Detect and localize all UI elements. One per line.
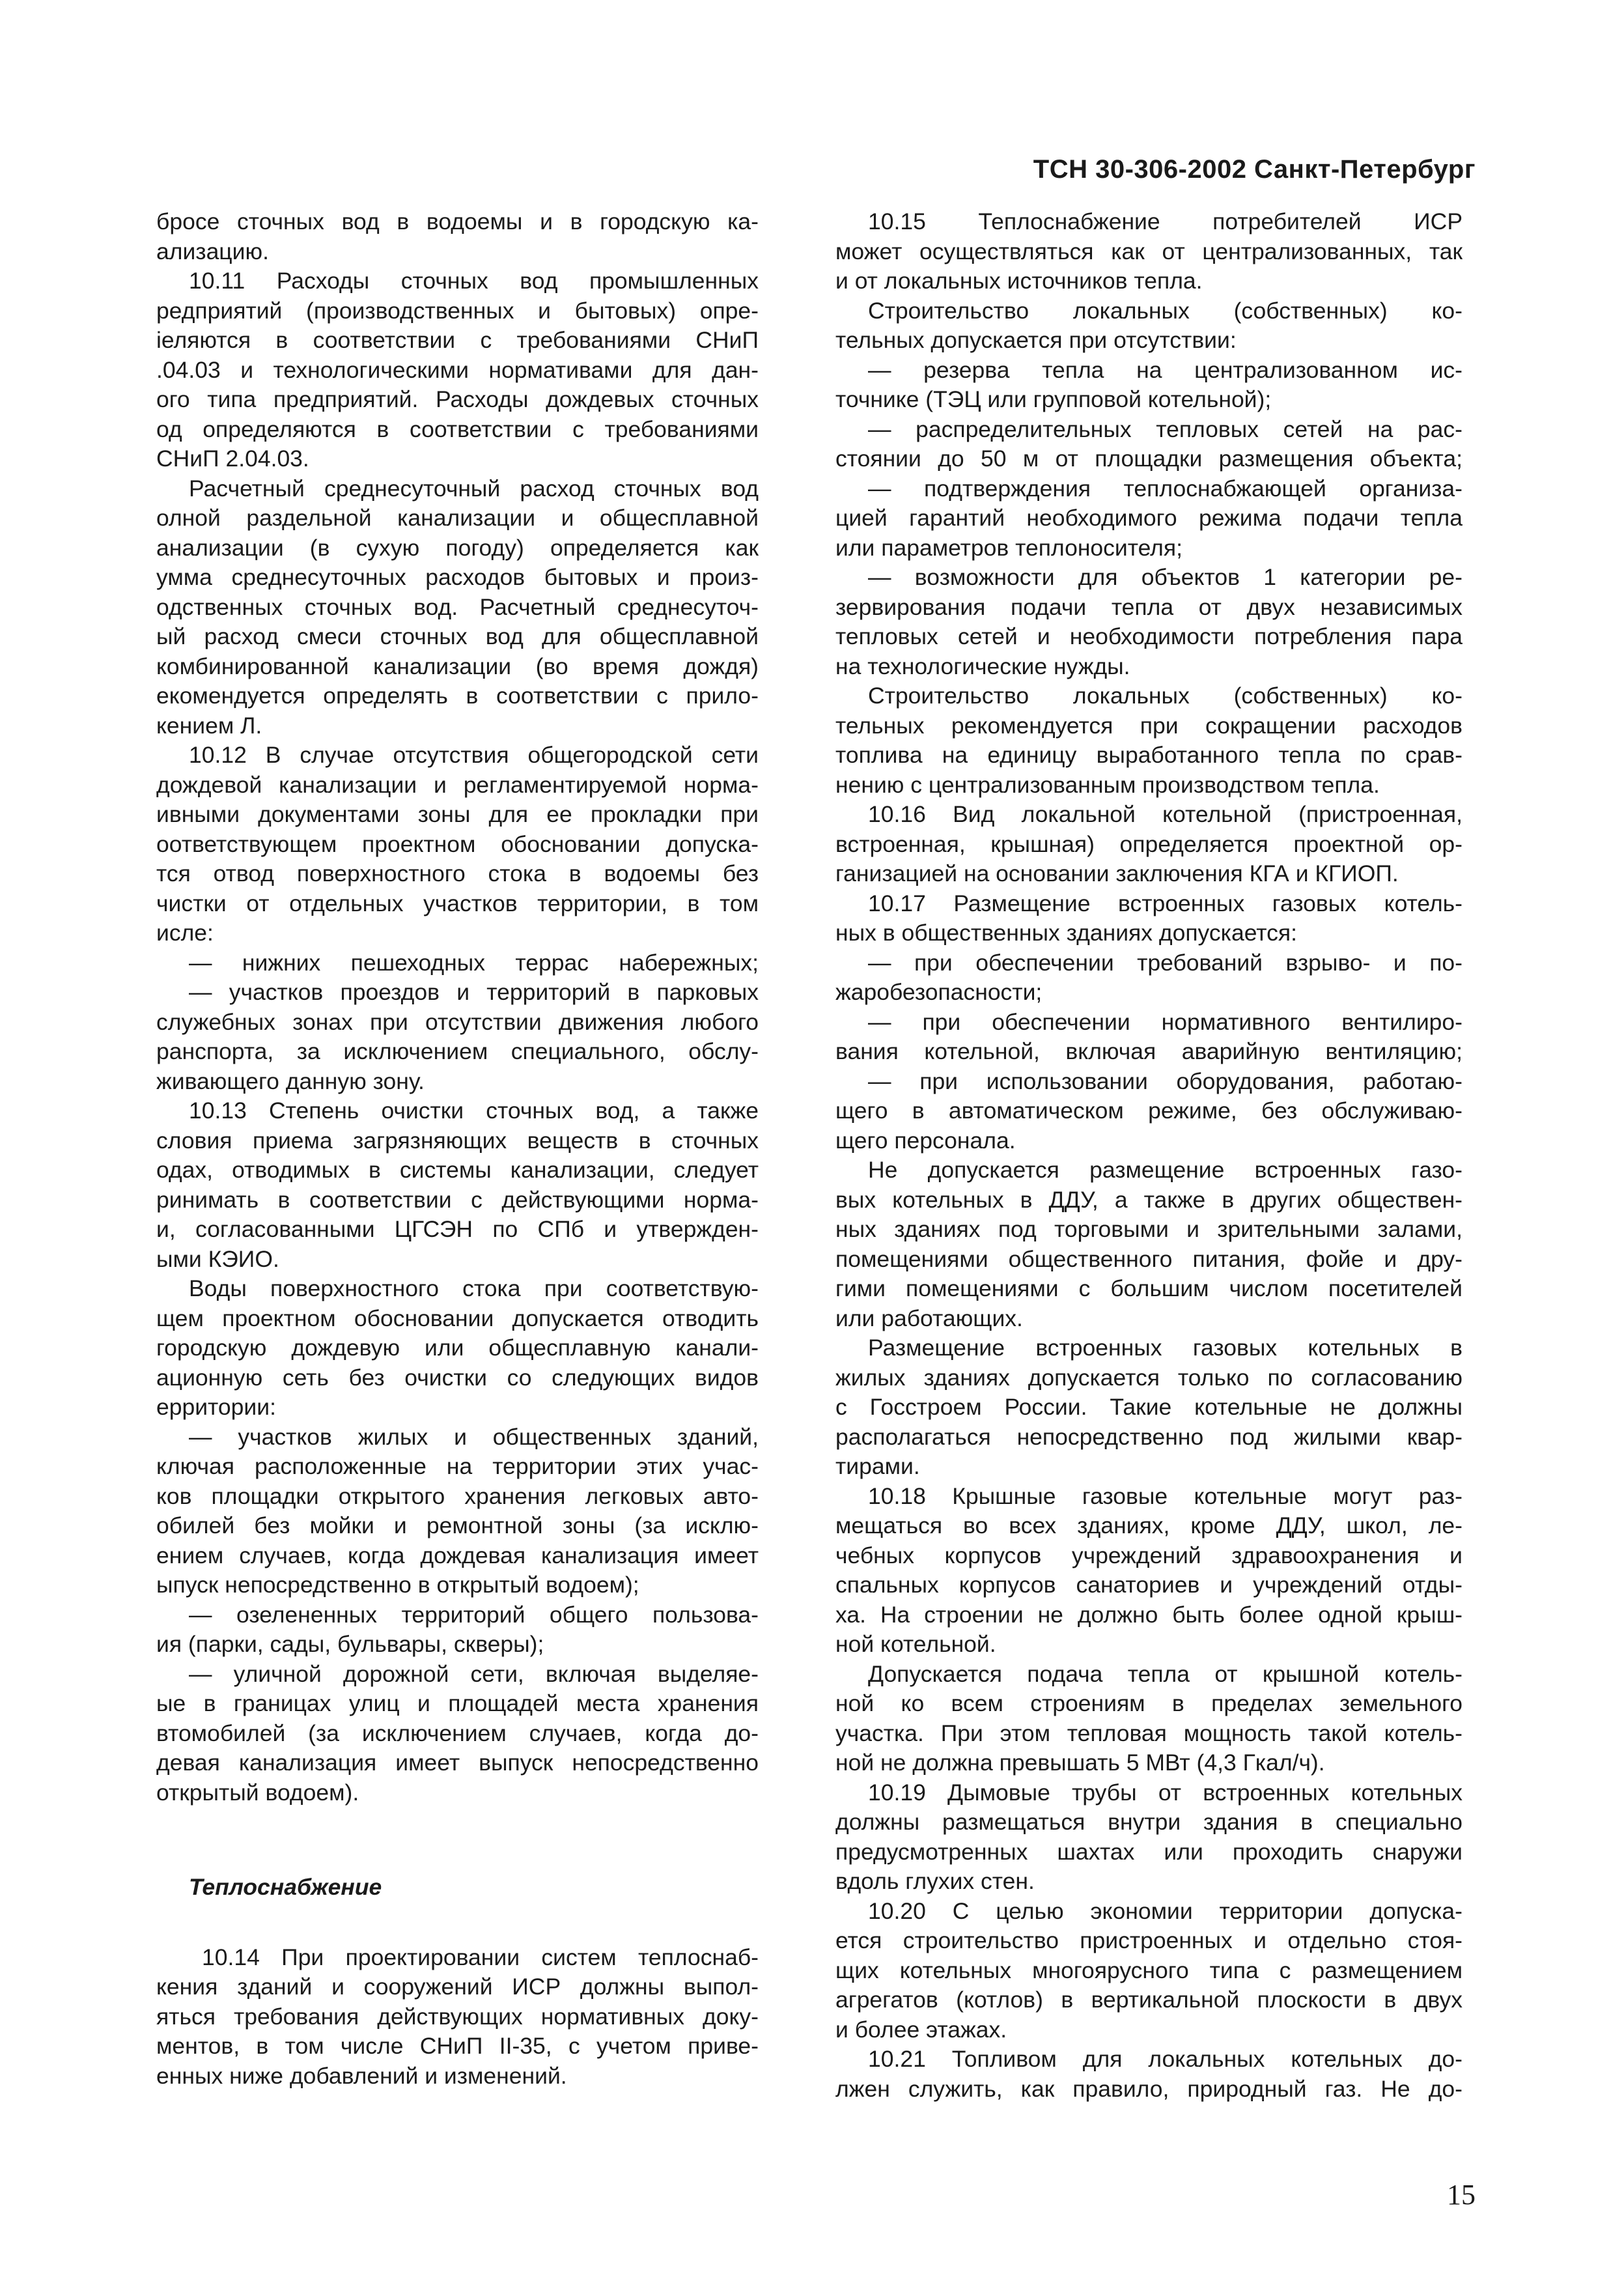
right-text-column: [835, 207, 1463, 2104]
text-line: ключая расположенные на территории этих учас-: [156, 1453, 759, 1479]
left-column-body: [156, 207, 759, 1807]
text-line: Допускается подача тепла от крышной котель-: [868, 1660, 1463, 1687]
text-line: чистки от отдельных участков территории, в том: [156, 890, 759, 916]
text-line: тепловых сетей и необходимости потребления пара: [835, 623, 1463, 649]
text-line: живающего данную зону.: [156, 1068, 425, 1094]
text-line: 10.11 Расходы сточных вод промышленных: [189, 268, 759, 294]
text-line: ганизацией на основании заключения КГА и КГИОП.: [835, 860, 1399, 886]
text-line: — участков проездов и территорий в парковых: [189, 979, 759, 1005]
text-line: может осуществляться как от централизованных, так: [835, 238, 1463, 264]
text-line: предусмотренных шахтах или проходить снаружи: [835, 1838, 1463, 1865]
text-line: одах, отводимых в системы канализации, следует: [156, 1157, 759, 1183]
text-line: вания котельной, включая аварийную вентиляцию;: [835, 1038, 1463, 1064]
page-header-title: ТСН 30-306-2002 Санкт-Петербург: [1033, 155, 1476, 184]
text-line: и более этажах.: [835, 2016, 1007, 2043]
text-line: кения зданий и сооружений ИСР должны выпол-: [156, 1974, 759, 2000]
text-line: ые в границах улиц и площадей места хранения: [156, 1690, 759, 1716]
text-line: ением случаев, когда дождевая канализация имеет: [156, 1542, 759, 1568]
text-line: девая канализация имеет выпуск непосредственно: [156, 1750, 759, 1776]
text-line: ринимать в соответствии с действующими норма-: [156, 1186, 759, 1213]
text-line: втомобилей (за исключением случаев, когда до-: [156, 1720, 759, 1746]
text-line: ализацию.: [156, 238, 269, 264]
text-line: — при обеспечении требований взрыво- и по-: [868, 949, 1463, 976]
section-heading: Теплоснабжение: [189, 1874, 382, 1900]
text-line: тся отвод поверхностного стока в водоемы без: [156, 860, 759, 886]
text-line: словия приема загрязняющих веществ в сточных: [156, 1127, 759, 1154]
text-line: — возможности для объектов 1 категории ре-: [868, 564, 1463, 590]
left-column-section-body: [156, 1943, 759, 2091]
text-line: екомендуется определять в соответствии с прило-: [156, 683, 759, 709]
text-line: и, согласованными ЦГСЭН по СПб и утвержден-: [156, 1216, 759, 1242]
text-line: щих котельных многоярусного типа с размещением: [835, 1957, 1463, 1983]
text-line: спальных корпусов санаториев и учреждений отды-: [835, 1572, 1463, 1598]
text-line: Строительство локальных (собственных) ко-: [868, 297, 1463, 324]
text-line: нению с централизованным производством тепла.: [835, 771, 1380, 798]
text-line: жаробезопасности;: [835, 979, 1043, 1005]
text-line: од определяются в соответствии с требованиями: [156, 416, 759, 442]
text-line: или работающих.: [835, 1305, 1023, 1331]
text-line: олной раздельной канализации и общесплавной: [156, 505, 759, 531]
text-line: помещениями общественного питания, фойе и дру-: [835, 1245, 1463, 1272]
text-line: ия (парки, сады, бульвары, скверы);: [156, 1631, 544, 1657]
text-line: 10.18 Крышные газовые котельные могут раз-: [868, 1482, 1463, 1509]
text-line: ных зданиях под торговыми и зрительными залами,: [835, 1216, 1463, 1242]
text-line: іеляются в соответствии с требованиями СНиП: [156, 327, 759, 353]
text-line: 10.15 Теплоснабжение потребителей ИСР: [868, 208, 1463, 234]
text-line: 10.16 Вид локальной котельной (пристроенная,: [868, 801, 1463, 827]
section-spacer: [156, 1903, 759, 1943]
text-line: — уличной дорожной сети, включая выделяе-: [189, 1660, 759, 1687]
text-line: оответствующем проектном обосновании допуска-: [156, 830, 759, 857]
text-line: ков площадки открытого хранения легковых авто-: [156, 1482, 759, 1509]
text-line: и от локальных источников тепла.: [835, 268, 1203, 294]
text-line: Строительство локальных (собственных) ко-: [868, 683, 1463, 709]
text-line: 10.19 Дымовые трубы от встроенных котельных: [868, 1779, 1463, 1806]
section-spacer: [156, 1807, 759, 1873]
text-line: ментов, в том числе СНиП II-35, с учетом приве-: [156, 2033, 759, 2059]
text-line: мещаться во всех зданиях, кроме ДДУ, школ, ле-: [835, 1512, 1463, 1538]
text-line: ационную сеть без очистки со следующих видов: [156, 1364, 759, 1391]
text-line: исле:: [156, 920, 214, 946]
text-line: комбинированной канализации (во время дождя): [156, 653, 759, 679]
text-line: ерритории:: [156, 1394, 276, 1420]
text-line: ется строительство пристроенных и отдельно стоя-: [835, 1927, 1463, 1953]
text-line: — участков жилых и общественных зданий,: [189, 1423, 759, 1450]
text-line: Размещение встроенных газовых котельных в: [868, 1335, 1463, 1361]
text-line: — озелененных территорий общего пользова-: [189, 1601, 759, 1628]
text-line: ыми КЭИО.: [156, 1245, 279, 1272]
text-line: участка. При этом тепловая мощность такой котель-: [835, 1720, 1463, 1746]
text-line: чебных корпусов учреждений здравоохранения и: [835, 1542, 1463, 1568]
text-line: или параметров теплоносителя;: [835, 534, 1183, 561]
text-line: вых котельных в ДДУ, а также в других обществен-: [835, 1186, 1463, 1213]
text-line: 10.14 При проектировании систем теплоснаб-: [202, 1944, 759, 1970]
text-line: с Госстроем России. Такие котельные не должны: [835, 1394, 1463, 1420]
text-line: умма среднесуточных расходов бытовых и произ-: [156, 564, 759, 590]
text-line: .04.03 и технологическими нормативами для дан-: [156, 356, 759, 383]
text-line: встроенная, крышная) определяется проектной ор-: [835, 830, 1463, 857]
text-line: тирами.: [835, 1453, 920, 1479]
text-line: агрегатов (котлов) в вертикальной плоскости в двух: [835, 1987, 1463, 2013]
text-line: — при использовании оборудования, работаю-: [868, 1068, 1463, 1094]
text-line: лжен служить, как правило, природный газ. Не до-: [835, 2075, 1463, 2102]
text-line: 10.13 Степень очистки сточных вод, а также: [189, 1098, 759, 1124]
text-line: ной котельной.: [835, 1631, 996, 1657]
text-line: служебных зонах при отсутствии движения любого: [156, 1008, 759, 1035]
text-line: располагаться непосредственно под жилыми квар-: [835, 1423, 1463, 1450]
text-line: 10.21 Топливом для локальных котельных до-: [868, 2046, 1463, 2072]
text-line: ха. На строении не должно быть более одной крыш-: [835, 1601, 1463, 1628]
text-line: Расчетный среднесуточный расход сточных вод: [189, 475, 759, 502]
text-line: вдоль глухих стен.: [835, 1868, 1035, 1894]
text-line: одственных сточных вод. Расчетный среднесуточ-: [156, 593, 759, 620]
right-column-body: [835, 207, 1463, 2104]
page-number: 15: [1447, 2179, 1476, 2211]
text-line: ной ко всем строениям в пределах земельного: [835, 1690, 1463, 1716]
text-line: топлива на единицу выработанного тепла по срав-: [835, 742, 1463, 768]
text-line: ных в общественных зданиях допускается:: [835, 920, 1297, 946]
text-line: зервирования подачи тепла от двух независимых: [835, 593, 1463, 620]
text-line: городскую дождевую или общесплавную канали-: [156, 1335, 759, 1361]
text-line: тельных рекомендуется при сокращении расходов: [835, 712, 1463, 739]
text-line: ыпуск непосредственно в открытый водоем);: [156, 1572, 639, 1598]
text-line: Не допускается размещение встроенных газо-: [868, 1157, 1463, 1183]
text-line: обилей без мойки и ремонтной зоны (за исклю-: [156, 1512, 759, 1538]
text-line: гими помещениями с большим числом посетителей: [835, 1275, 1463, 1301]
text-line: открытый водоем).: [156, 1779, 359, 1806]
text-line: СНиП 2.04.03.: [156, 446, 309, 472]
text-line: анализации (в сухую погоду) определяется как: [156, 534, 759, 561]
text-line: яться требования действующих нормативных доку-: [156, 2003, 759, 2030]
text-line: 10.17 Размещение встроенных газовых котель-: [868, 890, 1463, 916]
text-line: ной не должна превышать 5 МВт (4,3 Гкал/ч).: [835, 1750, 1325, 1776]
text-line: стоянии до 50 м от площадки размещения объекта;: [835, 446, 1463, 472]
text-line: должны размещаться внутри здания в специально: [835, 1809, 1463, 1835]
text-line: ивными документами зоны для ее прокладки при: [156, 801, 759, 827]
text-line: Воды поверхностного стока при соответствую-: [189, 1275, 759, 1301]
text-line: енных ниже добавлений и изменений.: [156, 2062, 567, 2089]
text-line: ранспорта, за исключением специального, обслу-: [156, 1038, 759, 1064]
text-line: жилых зданиях допускается только по согласованию: [835, 1364, 1463, 1391]
left-text-column: [156, 207, 759, 2091]
text-line: тельных допускается при отсутствии:: [835, 327, 1237, 353]
text-line: 10.20 С целью экономии территории допуска-: [868, 1897, 1463, 1924]
text-line: — резерва тепла на централизованном ис-: [868, 356, 1463, 383]
text-line: ого типа предприятий. Расходы дождевых сточных: [156, 386, 759, 412]
text-line: на технологические нужды.: [835, 653, 1130, 679]
text-line: щего в автоматическом режиме, без обслуживаю-: [835, 1098, 1463, 1124]
text-line: щего персонала.: [835, 1127, 1016, 1154]
text-line: — подтверждения теплоснабжающей организа-: [868, 475, 1463, 502]
text-line: цией гарантий необходимого режима подачи тепла: [835, 505, 1463, 531]
text-line: дождевой канализации и регламентируемой норма-: [156, 771, 759, 798]
text-line: 10.12 В случае отсутствия общегородской сети: [189, 742, 759, 768]
text-line: — при обеспечении нормативного вентилиро-: [868, 1008, 1463, 1035]
text-line: — распределительных тепловых сетей на рас-: [868, 416, 1463, 442]
text-line: бросе сточных вод в водоемы и в городскую ка-: [156, 208, 759, 234]
text-line: редприятий (производственных и бытовых) опре-: [156, 297, 759, 324]
text-line: кением Л.: [156, 712, 262, 739]
text-line: точнике (ТЭЦ или групповой котельной);: [835, 386, 1272, 412]
text-line: щем проектном обосновании допускается отводить: [156, 1305, 759, 1331]
text-line: — нижних пешеходных террас набережных;: [189, 949, 759, 976]
text-line: ый расход смеси сточных вод для общесплавной: [156, 623, 759, 649]
